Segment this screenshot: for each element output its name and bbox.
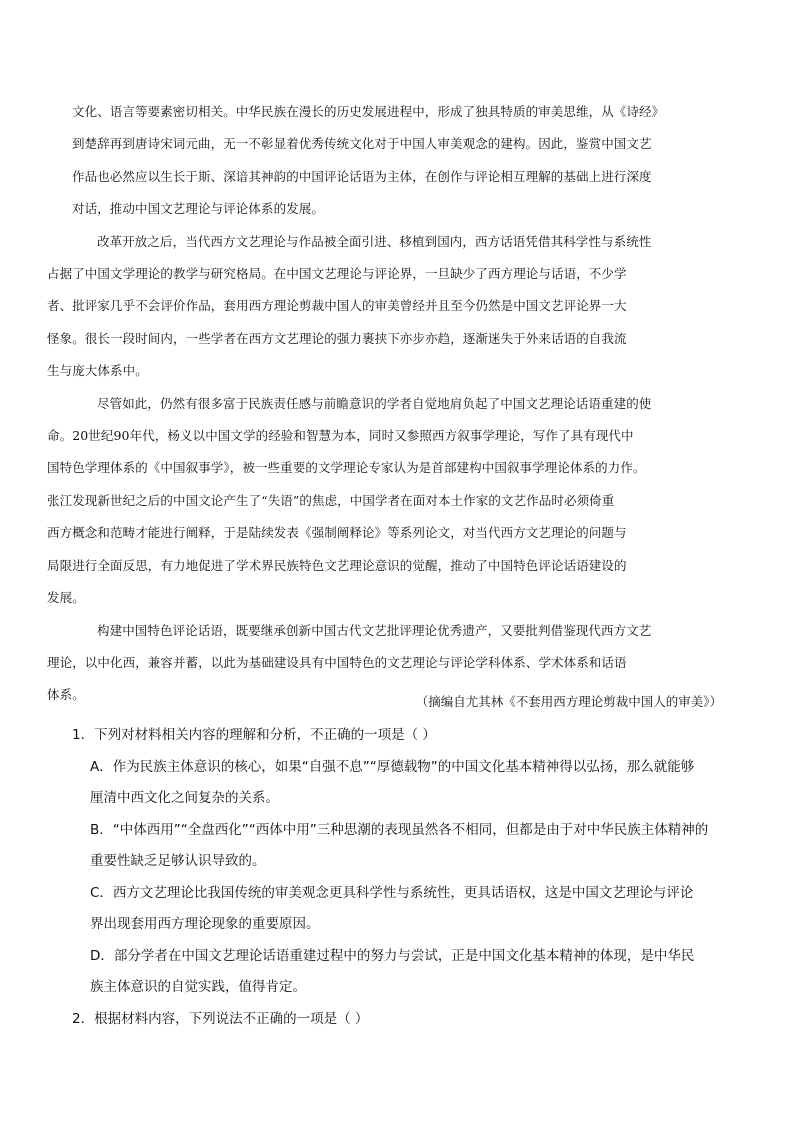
passage-line: 改革开放之后，当代西方文艺理论与作品被全面引进、移植到国内，西方话语凭借其科学性与系统性 [97,233,652,249]
option-line: 厘清中西文化之间复杂的关系。 [90,790,279,806]
passage-line: 国特色学理体系的《中国叙事学》，被一些重要的文学理论专家认为是首部建构中国叙事学理论体系的力作。 [47,460,646,476]
question-list [72,720,722,1035]
passage-line: 到楚辞再到唐诗宋词元曲，无一不彰显着优秀传统文化对于中国人审美观念的建构。因此，鉴赏中国文艺 [72,136,652,152]
question-stem: 1．下列对材料相关内容的理解和分析，不正确的一项是（ ） [72,727,436,743]
passage-line: 生与庞大体系中。 [47,363,148,379]
passage-line: 发展。 [47,590,85,606]
option-line: A．作为民族主体意识的核心，如果“自强不息”“厚德载物”的中国文化基本精神得以弘扬，那么就能够 [90,758,695,775]
question-1 [72,720,722,1004]
passage-paragraph-2 [47,226,722,388]
option-line: B．“中体西用”“全盘西化”“西体中用”三种思潮的表现虽然各不相同，但都是由于对中华民族主体精神的 [90,821,709,838]
option-line: 族主体意识的自觉实践，值得肯定。 [90,979,306,995]
passage-line: 体系。 [47,687,85,703]
passage-line: 局限进行全面反思，有力地促进了学术界民族特色文艺理论意识的觉醒，推动了中国特色评论话语建设的 [47,557,627,573]
question-2 [72,1004,722,1036]
option-line: D．部分学者在中国文艺理论话语重建过程中的努力与尝试，正是中国文化基本精神的体现，是中华民 [90,947,695,964]
passage-line: 文化、语言等要素密切相关。中华民族在漫长的历史发展进程中，形成了独具特质的审美思维，从《诗经》 [72,104,665,119]
question-stem: 2．根据材料内容，下列说法不正确的一项是（ ） [72,1010,369,1027]
option-line: C．西方文艺理论比我国传统的审美观念更具科学性与系统性，更具话语权，这是中国文艺理论与评论 [90,884,694,901]
option-line: 重要性缺乏足够认识导致的。 [90,853,266,869]
passage-line: 作品也必然应以生长于斯、深谙其神韵的中国评论话语为主体，在创作与评论相互理解的基础上进行深度 [72,168,652,184]
passage-paragraph-3 [47,388,722,615]
option-b[interactable] [72,815,722,878]
passage-line: 对话，推动中国文艺理论与评论体系的发展。 [72,201,325,217]
option-d[interactable] [72,941,722,1004]
passage-line: 西方概念和范畴才能进行阐释，于是陆续发表《强制阐释论》等系列论文，对当代西方文艺理论的问题与 [47,525,627,541]
passage-source: （摘编自尤其林《不套用西方理论剪裁中国人的审美》） [415,694,722,709]
passage-line: 命。20世纪90年代，杨义以中国文学的经验和智慧为本，同时又参照西方叙事学理论，写作了具有现代中 [47,428,634,444]
passage-line: 者、批评家几乎不会评价作品，套用西方理论剪裁中国人的审美曾经并且至今仍然是中国文艺评论界一大 [47,298,627,314]
passage-line: 尽管如此，仍然有很多富于民族责任感与前瞻意识的学者自觉地肩负起了中国文艺理论话语重建的使 [97,395,652,411]
passage-line: 怪象。很长一段时间内，一些学者在西方文艺理论的强力裹挟下亦步亦趋，逐渐迷失于外来话语的自我流 [47,330,627,346]
passage-line: 构建中国特色评论话语，既要继承创新中国古代文艺批评理论优秀遗产，又要批判借鉴现代西方文艺 [97,622,652,638]
option-c[interactable] [72,878,722,941]
option-line: 界出现套用西方理论现象的重要原因。 [90,916,320,932]
passage-line: 占据了中国文学理论的教学与研究格局。在中国文艺理论与评论界，一旦缺少了西方理论与话语，不少学 [47,266,627,282]
reading-passage [47,96,722,712]
passage-line: 理论，以中化西，兼容并蓄，以此为基础建设具有中国特色的文艺理论与评论学科体系、学术体系和话语 [47,654,627,670]
passage-line: 张江发现新世纪之后的中国文论产生了“失语”的焦虑，中国学者在面对本土作家的文艺作品时必须倚重 [47,492,615,508]
passage-paragraph-1 [72,96,722,226]
option-a[interactable] [72,752,722,815]
